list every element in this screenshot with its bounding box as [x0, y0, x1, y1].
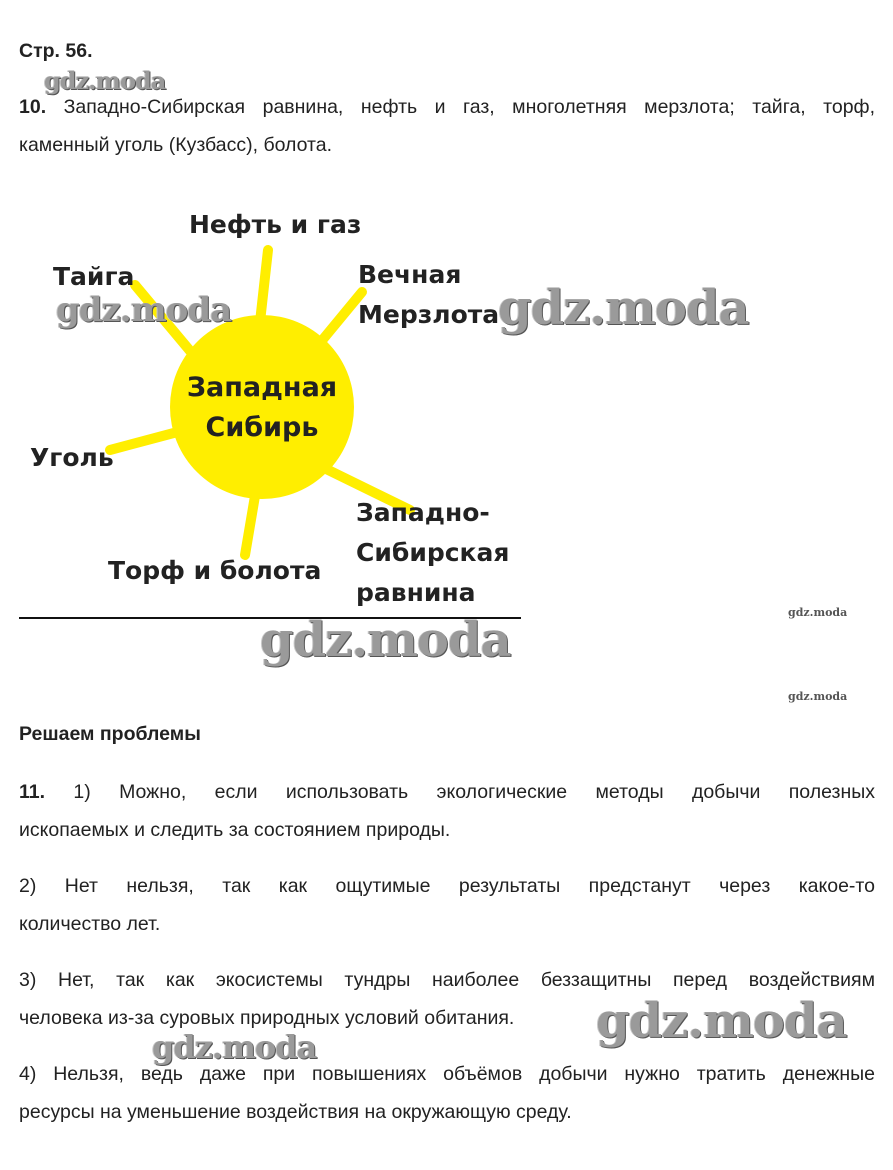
label-oil-gas: Нефть и газ	[189, 210, 362, 239]
label-permafrost-line2: Мерзлота	[358, 300, 500, 329]
center-label	[170, 368, 354, 448]
center-label-line2: Сибирь	[205, 412, 319, 443]
q11-a3-line1: 3) Нет, так как экосистемы тундры наиболее беззащитны перед воздействиям	[19, 969, 875, 991]
section-title: Решаем проблемы	[19, 723, 201, 745]
label-peat: Торф и болота	[108, 556, 322, 585]
center-label-line1: Западная	[186, 372, 338, 403]
q11-a4-line1: 4) Нельзя, ведь даже при повышениях объёмов добычи нужно тратить денежные	[19, 1063, 875, 1085]
q11-a4-line2: ресурсы на уменьшение воздействия на окружающую среду.	[19, 1101, 572, 1123]
q11-a2-line1: 2) Нет нельзя, так как ощутимые результаты предстанут через какое-то	[19, 875, 875, 897]
q11-a3-line2: человека из-за суровых природных условий обитания.	[19, 1007, 515, 1029]
q11-number: 11.	[19, 781, 46, 803]
watermark: gdz.moda	[152, 1028, 317, 1066]
label-taiga: Тайга	[53, 262, 135, 291]
watermark: gdz.moda	[498, 280, 749, 336]
q10-text-line2: каменный уголь (Кузбасс), болота.	[19, 134, 333, 156]
page-number: Стр. 56.	[19, 40, 93, 62]
label-permafrost-line1: Вечная	[358, 260, 462, 289]
q11-a1-line1	[19, 773, 875, 811]
watermark: gdz.moda	[56, 290, 232, 330]
watermark: gdz.moda	[44, 66, 166, 95]
q11-a2-line2: количество лет.	[19, 913, 161, 935]
watermark: gdz.moda	[596, 993, 847, 1049]
label-coal: Уголь	[30, 443, 114, 472]
watermark: gdz.moda	[260, 612, 511, 668]
watermark: gdz.moda	[788, 606, 848, 619]
label-plain-line1: Западно-	[356, 498, 490, 527]
q10-text-line1: Западно-Сибирская равнина, нефть и газ, многолетняя мерзлота; тайга, торф,	[63, 96, 875, 118]
ray-peat	[245, 490, 256, 555]
q11-a1-text: 1) Можно, если использовать экологические методы добычи полезных	[73, 781, 875, 803]
watermark: gdz.moda	[788, 690, 848, 703]
label-plain	[356, 493, 509, 613]
q10-number: 10.	[19, 96, 47, 118]
q11-a1-line2: ископаемых и следить за состоянием природы.	[19, 819, 451, 841]
label-plain-line2: Сибирская	[356, 538, 510, 567]
label-permafrost	[358, 255, 499, 335]
label-plain-line3: равнина	[356, 578, 476, 607]
